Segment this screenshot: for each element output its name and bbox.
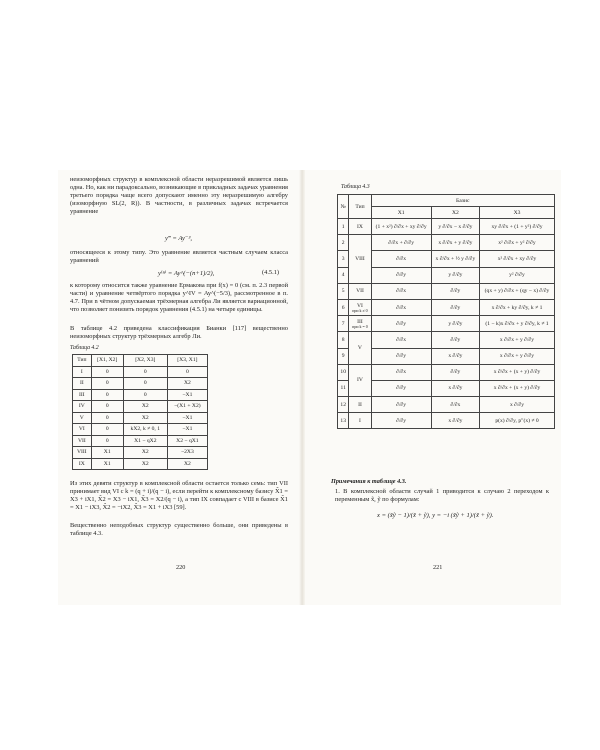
table-cell-n: 3: [338, 251, 349, 267]
table-cell-n: 6: [338, 299, 349, 315]
left-paragraph-3: к которому относится также уравнение Ермакова при f(x) = 0 (см. п. 2.3 первой части) и уравнение четвёртого порядка y^IV = Ay^(−5/3), рассмотренное в п. 4.7. При n чётном допускаемая трёхмерная алгебра Ли является вариационной, что позволяет понизить порядок уравнения (4.5.1) на четыре единицы.: [70, 282, 288, 314]
table-cell: X2: [123, 447, 167, 459]
type-label: V: [357, 345, 362, 351]
table-cell-type: [349, 332, 371, 364]
table-cell: X1: [91, 458, 123, 470]
table-cell-n: 7: [338, 316, 349, 332]
table-4-3-row: [338, 332, 555, 348]
table-cell-n: 4: [338, 267, 349, 283]
left-page-number: 220: [176, 564, 186, 571]
table-4-2-row: [73, 366, 208, 378]
table-cell-x2: y ∂/∂y: [431, 316, 479, 332]
table-cell: kX2, k ≠ 0, 1: [123, 424, 167, 436]
table-cell-x2: x ∂/∂x + y ∂/∂y: [431, 235, 479, 251]
table-4-3-row: [338, 364, 555, 380]
table-cell: −X1: [167, 424, 207, 436]
table-cell-n: 5: [338, 283, 349, 299]
table-cell-n: 1: [338, 219, 349, 235]
table-4-3-row: [338, 397, 555, 413]
table-cell-x2: ∂/∂y: [431, 364, 479, 380]
table-cell-x1: ∂/∂y: [371, 380, 431, 396]
table-cell: −X1: [167, 412, 207, 424]
table-cell-type: [349, 283, 371, 299]
table-cell-x1: ∂/∂y: [371, 413, 431, 429]
table-cell-x1: ∂/∂y: [371, 348, 431, 364]
table-4-3-row: [338, 235, 555, 251]
table-cell: 0: [91, 412, 123, 424]
table-cell-x2: y ∂/∂y: [431, 267, 479, 283]
table-cell: 0: [91, 401, 123, 413]
table-cell-x1: ∂/∂x: [371, 251, 431, 267]
table-cell-x3: x ∂/∂x + y ∂/∂y: [479, 332, 554, 348]
table-cell-n: 2: [338, 235, 349, 251]
table-4-3: [337, 194, 555, 429]
table-4-2-header: [73, 355, 208, 367]
table-cell: −(X1 + X2): [167, 401, 207, 413]
table-4-3-row: [338, 251, 555, 267]
table-4-3-row: [338, 283, 555, 299]
table-cell-x2: x ∂/∂y: [431, 380, 479, 396]
table-cell: −2X3: [167, 447, 207, 459]
table-cell: 0: [167, 366, 207, 378]
table-cell: X2: [123, 412, 167, 424]
table-cell-x1: ∂/∂x: [371, 299, 431, 315]
table-cell: X2: [167, 378, 207, 390]
table-4-2-caption: Таблица 4.2: [70, 345, 99, 351]
table-cell: X2: [123, 401, 167, 413]
table-cell-x1: (1 + x²) ∂/∂x + xy ∂/∂y: [371, 219, 431, 235]
type-label: VIII: [355, 255, 365, 262]
header-x1: X1: [371, 207, 431, 219]
table-4-3-row: [338, 348, 555, 364]
table-cell-n: 10: [338, 364, 349, 380]
table-cell-x3: x ∂/∂x + (x + y) ∂/∂y: [479, 364, 554, 380]
table-cell-type: [349, 219, 371, 235]
type-sublabel: при k ≠ 0: [352, 307, 368, 313]
table-4-2: [72, 354, 208, 470]
table-cell-x2: x ∂/∂x + ½ y ∂/∂y: [431, 251, 479, 267]
table-cell-type: [349, 316, 371, 332]
note-1-equation: x = (x̃ỹ − 1)/(x̃ + ỹ), y = −i (x̃ỹ + 1)/(x̃ + ỹ).: [377, 512, 494, 519]
table-4-3-subheader: [338, 207, 555, 219]
table-cell-n: 13: [338, 413, 349, 429]
table-cell-x2: x ∂/∂y: [431, 348, 479, 364]
table-4-3-caption: Таблица 4.3: [341, 184, 370, 190]
table-header-cell: [X3, X1]: [167, 355, 207, 367]
notes-heading: Примечания к таблице 4.3.: [331, 478, 407, 485]
right-page: [305, 170, 561, 605]
table-cell: X1: [91, 447, 123, 459]
table-header-cell: [X2, X3]: [123, 355, 167, 367]
table-cell: 0: [91, 435, 123, 447]
table-cell-x1: ∂/∂x: [371, 283, 431, 299]
table-cell-type: [349, 235, 371, 284]
table-cell-x3: x ∂/∂x + y ∂/∂y: [479, 348, 554, 364]
type-label: III: [357, 318, 363, 325]
table-cell: VI: [73, 424, 92, 436]
header-x2: X2: [431, 207, 479, 219]
table-4-2-row: [73, 435, 208, 447]
table-4-2-row: [73, 412, 208, 424]
note-1: 1. В комплексной области случай 1 приводится к случаю 2 переходом к переменным x̃, ỹ по формулам:: [335, 488, 549, 504]
table-cell: 0: [91, 389, 123, 401]
table-cell-x1: ∂/∂x: [371, 332, 431, 348]
table-cell: IX: [73, 458, 92, 470]
table-cell: 0: [123, 389, 167, 401]
table-cell: I: [73, 366, 92, 378]
table-cell-type: [349, 413, 371, 429]
table-header-cell: Тип: [73, 355, 92, 367]
table-4-2-row: [73, 424, 208, 436]
table-cell: 0: [91, 378, 123, 390]
table-cell-x1: ∂/∂y: [371, 397, 431, 413]
table-cell: X2 − qX1: [167, 435, 207, 447]
table-cell: 0: [123, 366, 167, 378]
table-cell: II: [73, 378, 92, 390]
type-label: I: [359, 417, 361, 424]
table-cell-n: 12: [338, 397, 349, 413]
table-cell: VII: [73, 435, 92, 447]
type-label: IX: [356, 223, 363, 230]
table-4-3-row: [338, 219, 555, 235]
table-cell: III: [73, 389, 92, 401]
table-cell: X1 − qX2: [123, 435, 167, 447]
header-number: №: [338, 195, 349, 219]
table-cell: −X1: [167, 389, 207, 401]
right-page-number: 221: [433, 564, 443, 571]
table-4-2-row: [73, 389, 208, 401]
table-cell-x3: p(x) ∂/∂y, p″(x) ≠ 0: [479, 413, 554, 429]
table-cell-x3: x² ∂/∂x + y² ∂/∂y: [479, 235, 554, 251]
left-page: [58, 170, 300, 605]
table-cell: X2: [167, 458, 207, 470]
equation-1: y‴ = Ay⁻³,: [165, 235, 193, 242]
left-paragraph-2: относящееся к этому типу. Это уравнение является частным случаем класса уравнений: [70, 249, 288, 265]
table-4-3-header: [338, 195, 555, 207]
table-cell: 0: [91, 424, 123, 436]
table-cell-type: [349, 299, 371, 315]
table-cell-x2: y ∂/∂x − x ∂/∂y: [431, 219, 479, 235]
table-cell-x3: (1 − k)x ∂/∂x + y ∂/∂y, k ≠ 1: [479, 316, 554, 332]
table-cell-x2: ∂/∂x: [431, 397, 479, 413]
table-cell-x3: xy ∂/∂x + (1 + y²) ∂/∂y: [479, 219, 554, 235]
table-cell-x3: x ∂/∂y: [479, 397, 554, 413]
table-cell-n: 11: [338, 380, 349, 396]
type-label: IV: [356, 377, 363, 384]
type-label: II: [358, 401, 362, 408]
left-paragraph-1: неизоморфных структур в комплексной области неразрешимой является лишь одна. Но, как ни парадоксально, возникающие в прикладных задачах уравнения третьего порядка чаще всего допускают именно эту неразрешимую алгебру (изоморфную SL(2, R)). В частности, в различных задачах встречается уравнение: [70, 176, 288, 216]
table-cell: X2: [123, 458, 167, 470]
table-cell-x1: ∂/∂y: [371, 267, 431, 283]
table-4-2-row: [73, 458, 208, 470]
table-cell-n: 8: [338, 332, 349, 348]
table-cell-x3: (qx + y) ∂/∂x + (qy − x) ∂/∂y: [479, 283, 554, 299]
left-paragraph-5: Из этих девяти структур в комплексной области остается только семь: тип VII принимает вид VI с k = (q + i)/(q − i), если перейти к комплексному базису X̃1 = X3 + iX1, X̃2 = X3 − iX1, X̃3 = X2/(q − i), а тип IX совпадает с VIII в базисе X̃1 = X1 − iX3, X̃2 = −iX2, X̃3 = X1 + iX3 [59].: [70, 480, 288, 512]
table-cell-x2: ∂/∂y: [431, 332, 479, 348]
equation-2-number: (4.5.1): [262, 269, 280, 276]
type-label: VI: [356, 302, 363, 309]
left-paragraph-6: Вещественно неподобных структур существенно больше, они приведены в таблице 4.3.: [70, 522, 288, 538]
table-4-3-row: [338, 316, 555, 332]
table-cell-type: [349, 364, 371, 396]
left-paragraph-4: В таблице 4.2 приведена классификация Бианки [117] вещественно неизоморфных структур трёхмерных алгебр Ли.: [70, 325, 288, 341]
table-cell-x3: x ∂/∂x + (x + y) ∂/∂y: [479, 380, 554, 396]
equation-2: y⁽ⁿ⁾ = Ay^(−(n+1)/2),: [158, 270, 215, 277]
table-4-2-row: [73, 401, 208, 413]
header-type: Тип: [349, 195, 371, 219]
table-cell-x3: x² ∂/∂x + xy ∂/∂y: [479, 251, 554, 267]
table-cell: 0: [91, 366, 123, 378]
table-4-3-row: [338, 380, 555, 396]
type-sublabel: при k = 0: [352, 323, 368, 329]
table-4-3-row: [338, 267, 555, 283]
type-label: VII: [356, 288, 364, 295]
table-cell-x1: ∂/∂x + ∂/∂y: [371, 235, 431, 251]
table-cell-type: [349, 397, 371, 413]
table-cell: IV: [73, 401, 92, 413]
table-cell: VIII: [73, 447, 92, 459]
table-4-3-row: [338, 413, 555, 429]
table-4-2-row: [73, 378, 208, 390]
table-cell-x2: ∂/∂y: [431, 299, 479, 315]
table-cell-x1: ∂/∂x: [371, 364, 431, 380]
table-cell: 0: [123, 378, 167, 390]
header-basis: Базис: [371, 195, 555, 207]
table-header-cell: [X1, X2]: [91, 355, 123, 367]
table-cell-x2: ∂/∂y: [431, 283, 479, 299]
table-cell-x3: y² ∂/∂y: [479, 267, 554, 283]
table-cell: V: [73, 412, 92, 424]
table-4-3-row: [338, 299, 555, 315]
table-cell-x1: ∂/∂y: [371, 316, 431, 332]
table-cell-x2: x ∂/∂y: [431, 413, 479, 429]
table-cell-x3: x ∂/∂x + ky ∂/∂y, k ≠ 1: [479, 299, 554, 315]
table-cell-n: 9: [338, 348, 349, 364]
table-4-2-row: [73, 447, 208, 459]
header-x3: X3: [479, 207, 554, 219]
